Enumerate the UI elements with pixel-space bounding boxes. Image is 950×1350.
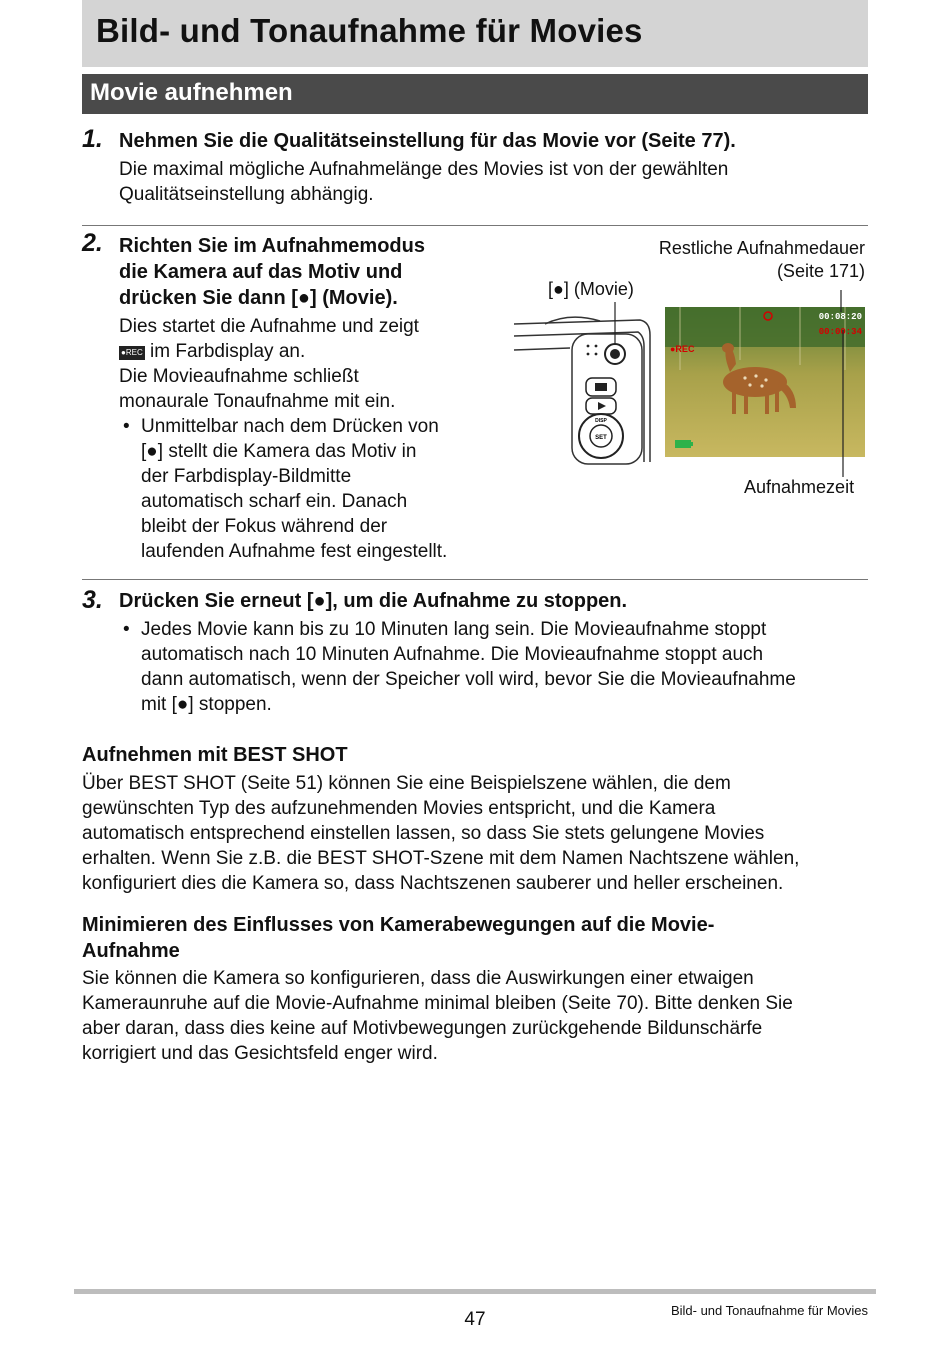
step-3-number: 3. xyxy=(82,586,103,614)
step-2-body-line-rec xyxy=(119,339,447,364)
stabilizer-line: aber daran, dass dies keine auf Motivbewegungen zurückgehende Bildunschärfe xyxy=(82,1018,763,1039)
screen-remaining-time: 00:08:20 xyxy=(818,312,862,322)
bestshot-body xyxy=(82,771,799,896)
step-1-heading: Nehmen Sie die Qualitätseinstellung für das Movie vor (Seite 77). xyxy=(119,130,736,152)
bullet-line: automatisch scharf ein. Danach xyxy=(141,491,408,512)
step-2-heading-line: die Kamera auf das Motiv und xyxy=(119,261,403,283)
movie-button xyxy=(587,344,625,364)
bullet-line: laufenden Aufnahme fest eingestellt. xyxy=(141,541,448,562)
bullet-line: • Unmittelbar nach dem Drücken von xyxy=(141,416,439,437)
stabilizer-heading xyxy=(82,912,714,964)
footer-rule xyxy=(74,1289,876,1294)
step-1-body-line: Qualitätseinstellung abhängig. xyxy=(119,184,374,205)
bullet-line: mit [●] stoppen. xyxy=(141,694,272,715)
bestshot-line: erhalten. Wenn Sie z.B. die BEST SHOT-Szene mit dem Namen Nachtszene wählen, xyxy=(82,848,800,869)
step-2-body-line: monaurale Tonaufnahme mit ein. xyxy=(119,391,396,412)
step-3-bullet xyxy=(119,617,796,717)
bestshot-line: konfiguriert dies die Kamera so, dass Nachtszenen sauberer und heller erscheinen. xyxy=(82,873,784,894)
camera-figure xyxy=(500,290,870,490)
step-2-body-line: Dies startet die Aufnahme und zeigt xyxy=(119,316,419,337)
footer-title: Bild- und Tonaufnahme für Movies xyxy=(670,1303,868,1318)
step-1-body xyxy=(119,157,728,207)
bullet-line: • Jedes Movie kann bis zu 10 Minuten lang sein. Die Movieaufnahme stoppt xyxy=(141,619,767,640)
bestshot-line: gewünschten Typ des aufzunehmenden Movies entspricht, und die Kamera xyxy=(82,798,716,819)
section-title: Movie aufnehmen xyxy=(82,74,868,114)
step-2-body xyxy=(119,314,447,564)
stabilizer-heading-line: Aufnahme xyxy=(82,940,180,962)
bullet-line: bleibt der Fokus während der xyxy=(141,516,388,537)
mode-buttons xyxy=(586,378,616,414)
screen-rec-indicator: ●REC xyxy=(670,344,695,354)
bestshot-line: automatisch entsprechend einstellen lassen, so dass Sie stets gelungene Movies xyxy=(82,823,765,844)
step-2-heading xyxy=(119,233,425,311)
rec-icon: ●REC xyxy=(119,346,145,360)
divider xyxy=(82,579,868,580)
disp-label: DISP xyxy=(595,418,607,424)
bullet-line: dann automatisch, wenn der Speicher voll wird, bevor Sie die Movieaufnahme xyxy=(141,669,796,690)
figure-label-movie: [●] (Movie) xyxy=(548,279,634,299)
battery-icon xyxy=(675,440,691,448)
set-label: SET xyxy=(595,435,607,441)
step-1-number: 1. xyxy=(82,125,103,153)
step-2-body-line: Die Movieaufnahme schließt xyxy=(119,366,359,387)
figure-label-line: (Seite 171) xyxy=(776,261,865,281)
step-3-body xyxy=(119,617,796,717)
step-2-heading-line: Richten Sie im Aufnahmemodus xyxy=(119,235,425,257)
step-2-number: 2. xyxy=(82,229,103,257)
step-2-heading-line: drücken Sie dann [●] (Movie). xyxy=(119,287,398,309)
step-2-bullets xyxy=(119,414,447,564)
figure-label-rec-time: Aufnahmezeit xyxy=(744,477,855,497)
step-2-bullet xyxy=(119,414,447,564)
step-3-bullets xyxy=(119,617,796,717)
stabilizer-heading-line: Minimieren des Einflusses von Kamerabewegungen auf die Movie- xyxy=(82,914,715,936)
chapter-title: Bild- und Tonaufnahme für Movies xyxy=(96,12,643,49)
chapter-title-bar xyxy=(82,0,868,67)
stabilizer-body xyxy=(82,966,793,1066)
control-dial xyxy=(579,414,623,458)
bullet-line: [●] stellt die Kamera das Motiv in xyxy=(141,441,417,462)
step-2-body-text: im Farbdisplay an. xyxy=(150,341,306,362)
bestshot-heading: Aufnehmen mit BEST SHOT xyxy=(82,744,348,766)
screen-elapsed-time: 00:00:34 xyxy=(818,327,862,337)
screen-photo xyxy=(665,307,865,457)
page-number: 47 xyxy=(464,1309,486,1330)
bullet-line: der Farbdisplay-Bildmitte xyxy=(141,466,352,487)
stabilizer-line: Sie können die Kamera so konfigurieren, dass die Auswirkungen einer etwaigen xyxy=(82,968,754,989)
figure-label-line: Restliche Aufnahmedauer xyxy=(658,238,865,258)
figure-label-remaining xyxy=(659,237,865,283)
stabilizer-line: korrigiert und das Gesichtsfeld enger wird. xyxy=(82,1043,438,1064)
step-3-heading: Drücken Sie erneut [●], um die Aufnahme zu stoppen. xyxy=(119,590,628,612)
bestshot-line: Über BEST SHOT (Seite 51) können Sie eine Beispielszene wählen, die dem xyxy=(82,773,731,794)
bullet-line: automatisch nach 10 Minuten Aufnahme. Die Movieaufnahme stoppt auch xyxy=(141,644,764,665)
step-1-body-line: Die maximal mögliche Aufnahmelänge des Movies ist von der gewählten xyxy=(119,159,729,180)
stabilizer-line: Kameraunruhe auf die Movie-Aufnahme minimal bleiben (Seite 70). Bitte denken Sie xyxy=(82,993,793,1014)
divider xyxy=(82,225,868,226)
